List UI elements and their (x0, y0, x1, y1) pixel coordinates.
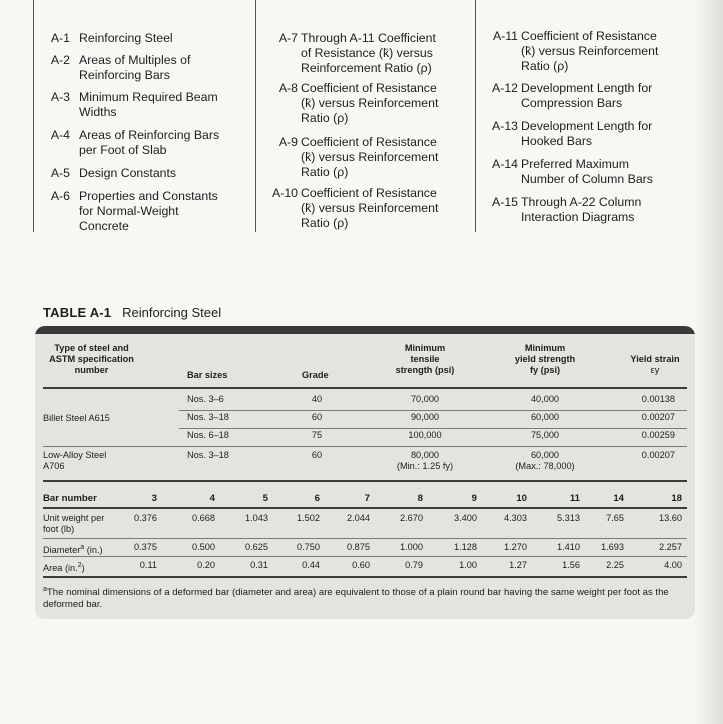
header-line: yield strength (514, 354, 576, 364)
toc-item-line: Coefficient of Resistance (301, 81, 437, 95)
header-line: Yield strain (630, 354, 680, 364)
area-label-close: ) (81, 563, 85, 573)
area-value: 2.25 (606, 560, 624, 570)
billet-yield-strain: 0.00207 (641, 412, 675, 422)
low-alloy-yield-line: (Max.: 78,000) (515, 461, 575, 471)
unit-weight-label (43, 513, 104, 535)
billet-bar-sizes: Nos. 6–18 (187, 430, 229, 440)
header-line: Minimum (404, 343, 446, 353)
toc-item-title (79, 128, 251, 158)
diameter-value: 1.693 (601, 542, 624, 552)
unit-weight-value: 7.65 (606, 513, 624, 523)
toc-item-title (301, 31, 471, 76)
toc-column-3 (475, 0, 696, 232)
row-rule (43, 538, 687, 539)
area-value: 0.20 (197, 560, 215, 570)
toc-item-line: Coefficient of Resistance (521, 29, 657, 43)
diameter-value: 1.410 (557, 542, 580, 552)
header-line: fy (psi) (529, 365, 561, 375)
unit-weight-line: foot (lb) (43, 524, 75, 534)
bar-number: 10 (516, 493, 527, 504)
toc-column-2 (255, 0, 476, 232)
billet-tensile: 90,000 (410, 412, 440, 422)
unit-weight-value: 13.60 (659, 513, 682, 523)
footnote-marker: a (43, 586, 47, 593)
bar-number: 18 (671, 493, 682, 504)
unit-weight-line: Unit weight per (43, 513, 105, 523)
header-tensile (383, 343, 467, 376)
bar-number: 8 (417, 493, 423, 504)
billet-steel-name: Billet Steel A615 (43, 413, 110, 423)
diameter-label-text: Diameter (43, 545, 81, 555)
area-value: 0.60 (352, 560, 370, 570)
toc-item-line: Design Constants (79, 166, 177, 180)
toc-item-line: Reinforcing Steel (79, 31, 173, 45)
unit-weight-value: 4.303 (504, 513, 527, 523)
header-line: ASTM specification (49, 354, 134, 364)
toc-item-line: per Foot of Slab (79, 143, 167, 157)
low-alloy-bar-sizes: Nos. 3–18 (187, 450, 229, 460)
unit-weight-value: 0.376 (134, 513, 157, 523)
toc-item-line: of Resistance (k̄) versus (301, 46, 433, 60)
bar-number: 5 (262, 493, 268, 504)
diameter-value: 0.750 (297, 542, 320, 552)
table-caption (43, 305, 221, 320)
billet-grade: 40 (311, 394, 323, 404)
billet-yield-strain: 0.00259 (641, 430, 675, 440)
bar-number-label: Bar number (43, 493, 97, 504)
toc-item-line: Ratio (ρ) (301, 216, 349, 230)
toc-item-line: Areas of Reinforcing Bars (79, 128, 220, 142)
footnote-text: The nominal dimensions of a deformed bar (diameter and area) are equivalent to those of a plain round bar having the same weight per foot as the deformed bar. (43, 587, 669, 610)
unit-weight-value: 2.044 (347, 513, 370, 523)
billet-yield-strain: 0.00138 (641, 394, 675, 404)
low-alloy-yield (500, 450, 590, 472)
toc-item-number: A-5 (50, 166, 70, 180)
toc-item-number: A-9 (278, 135, 298, 149)
toc-item-title (521, 81, 693, 111)
toc-item-title (79, 90, 251, 120)
toc-item-line: Hooked Bars (521, 134, 593, 148)
toc-item-line: Coefficient of Resistance (301, 186, 437, 200)
header-grade: Grade (302, 370, 329, 380)
toc-item-line: Through A-11 Coefficient (301, 31, 436, 45)
toc-item-title (521, 119, 693, 149)
row-rule (179, 410, 687, 411)
header-yield-strain (623, 354, 687, 376)
low-alloy-tensile-line: 80,000 (410, 450, 440, 460)
reinforcing-steel-table (35, 326, 695, 619)
toc-item-line: Widths (79, 105, 117, 119)
unit-weight-value: 1.502 (297, 513, 320, 523)
area-value: 1.56 (562, 560, 580, 570)
toc-item-number: A-15 (492, 195, 518, 209)
toc-item-number: A-1 (50, 31, 70, 45)
table-title: Reinforcing Steel (122, 305, 222, 320)
toc-item-line: Coefficient of Resistance (301, 135, 437, 149)
toc-item-number: A-8 (278, 81, 298, 95)
bar-number: 7 (364, 493, 370, 504)
low-alloy-line: A706 (43, 461, 65, 471)
header-line: strength (psi) (395, 365, 455, 375)
area-value: 0.31 (250, 560, 268, 570)
header-bar-sizes: Bar sizes (187, 370, 228, 380)
unit-weight-value: 0.668 (192, 513, 215, 523)
toc-item-line: Preferred Maximum (521, 157, 629, 171)
toc-item-title (79, 31, 251, 46)
diameter-unit: (in.) (84, 545, 103, 555)
toc-item-title (301, 186, 471, 231)
billet-yield: 40,000 (530, 394, 560, 404)
toc-item-title (79, 53, 251, 83)
section-rule (43, 480, 687, 482)
toc-item-line: Properties and Constants (79, 189, 218, 203)
diameter-value: 0.375 (134, 542, 157, 552)
diameter-value: 1.270 (504, 542, 527, 552)
toc-item-line: Ratio (ρ) (301, 111, 349, 125)
row-rule (179, 428, 687, 429)
billet-yield: 60,000 (530, 412, 560, 422)
toc-item-line: Number of Column Bars (521, 172, 653, 186)
area-value: 0.44 (302, 560, 320, 570)
billet-grade: 60 (311, 412, 323, 422)
bar-number: 4 (209, 493, 215, 504)
area-label-text: Area (in. (43, 563, 78, 573)
toc-item-line: Through A-22 Column (521, 195, 642, 209)
area-value: 0.79 (405, 560, 423, 570)
toc-item-line: (k̄) versus Reinforcement (301, 150, 439, 164)
header-line: tensile (410, 354, 440, 364)
bar-header-rule (43, 507, 687, 509)
area-value: 0.11 (139, 560, 157, 570)
toc-item-line: Development Length for (521, 119, 653, 133)
page-edge-shadow (693, 0, 723, 724)
area-value: 1.27 (509, 560, 527, 570)
table-bottom-rule (43, 576, 687, 578)
toc-item-line: Ratio (ρ) (521, 59, 569, 73)
table-label: TABLE A-1 (43, 305, 112, 320)
toc-item-number: A-12 (492, 81, 518, 95)
diameter-value: 0.875 (347, 542, 370, 552)
low-alloy-tensile-line: (Min.: 1.25 fy) (396, 461, 454, 471)
toc-item-title (521, 29, 693, 74)
toc-item-line: Ratio (ρ) (301, 165, 349, 179)
unit-weight-value: 2.670 (400, 513, 423, 523)
bar-number: 14 (613, 493, 624, 504)
area-value: 1.00 (459, 560, 477, 570)
toc-item-number: A-10 (272, 186, 298, 200)
low-alloy-tensile (383, 450, 467, 472)
toc-item-title (521, 157, 693, 187)
diameter-value: 2.257 (659, 542, 682, 552)
toc-item-line: Compression Bars (521, 96, 623, 110)
toc-item-line: Reinforcing Bars (79, 68, 170, 82)
bar-number: 9 (471, 493, 477, 504)
toc-item-number: A-6 (50, 189, 70, 203)
toc-item-line: (k̄) versus Reinforcement (301, 201, 439, 215)
bar-number: 6 (314, 493, 320, 504)
diameter-footnote-ref: a (80, 544, 85, 551)
toc-item-number: A-7 (278, 31, 298, 45)
low-alloy-line: Low-Alloy Steel (43, 450, 107, 460)
header-rule (43, 387, 687, 389)
toc-item-number: A-3 (50, 90, 70, 104)
area-label (43, 560, 85, 574)
unit-weight-value: 3.400 (454, 513, 477, 523)
bar-number: 3 (151, 493, 157, 504)
toc-item-number: A-2 (50, 53, 70, 67)
toc-item-number: A-13 (492, 119, 518, 133)
row-rule (43, 446, 687, 447)
diameter-value: 1.000 (400, 542, 423, 552)
row-rule (43, 556, 687, 557)
toc-item-line: Reinforcement Ratio (ρ) (301, 61, 432, 75)
toc-item-title (79, 189, 251, 234)
low-alloy-name (43, 450, 106, 472)
diameter-value: 0.500 (192, 542, 215, 552)
toc-item-line: for Normal-Weight (79, 204, 179, 218)
toc-item-number: A-4 (50, 128, 70, 142)
low-alloy-grade: 60 (311, 450, 323, 460)
diameter-value: 1.128 (454, 542, 477, 552)
toc-item-line: Minimum Required Beam (79, 90, 218, 104)
billet-bar-sizes: Nos. 3–6 (187, 394, 224, 404)
header-line: εy (650, 365, 660, 375)
toc-item-line: Areas of Multiples of (79, 53, 191, 67)
toc-column-1 (33, 0, 256, 232)
header-line: Minimum (524, 343, 566, 353)
toc-item-line: Development Length for (521, 81, 653, 95)
diameter-label (43, 542, 103, 556)
header-steel-type (39, 343, 144, 376)
toc-item-line: Interaction Diagrams (521, 210, 635, 224)
header-line: Type of steel and (54, 343, 129, 353)
toc-item-number: A-11 (492, 29, 518, 43)
low-alloy-yield-strain: 0.00207 (641, 450, 675, 460)
header-yield (500, 343, 590, 376)
area-unit-exponent: 2 (77, 562, 82, 569)
toc-item-line: Concrete (79, 219, 129, 233)
toc-item-title (521, 195, 693, 225)
toc-item-line: (k̄) versus Reinforcement (301, 96, 439, 110)
diameter-value: 0.625 (245, 542, 268, 552)
unit-weight-value: 5.313 (557, 513, 580, 523)
toc-item-title (79, 166, 251, 181)
bar-number: 11 (569, 493, 580, 504)
toc-item-number: A-14 (492, 157, 518, 171)
billet-tensile: 100,000 (408, 430, 442, 440)
footnote (43, 584, 693, 611)
billet-bar-sizes: Nos. 3–18 (187, 412, 229, 422)
area-value: 4.00 (664, 560, 682, 570)
unit-weight-value: 1.043 (245, 513, 268, 523)
toc-item-title (301, 135, 471, 180)
billet-grade: 75 (311, 430, 323, 440)
billet-tensile: 70,000 (410, 394, 440, 404)
table-top-rule (35, 326, 695, 334)
billet-yield: 75,000 (530, 430, 560, 440)
low-alloy-yield-line: 60,000 (530, 450, 560, 460)
header-line: number (74, 365, 109, 375)
toc-item-title (301, 81, 471, 126)
toc-item-line: (k̄) versus Reinforcement (521, 44, 659, 58)
